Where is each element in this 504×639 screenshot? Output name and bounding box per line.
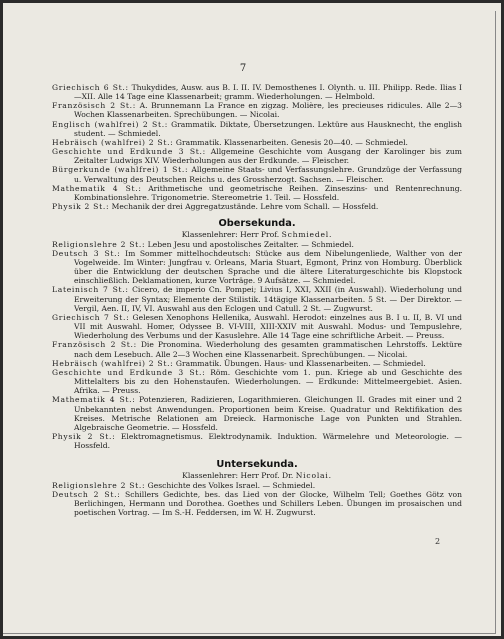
subject-label: Hebräisch (wahlfrei) 2 St.:: [52, 358, 174, 368]
subject-description: Potenzieren, Radizieren, Logarithmieren. Gleichungen II. Grades mit einer und 2 Unbekannten nebst Anwendungen. Proportionen beim Kreise. Quadratur und Rektifikation des Kreises. Metrische Relationen am Dreieck. Harmonische Lage von Punkten und Strahlen. Algebraische Geometrie. — Hossfeld.: [74, 395, 462, 432]
untersekunda-title: Untersekunda.: [216, 459, 298, 471]
subject-entry: [52, 202, 462, 211]
subject-entry: [52, 249, 462, 286]
subject-description: Arithmetische und geometrische Reihen. Zinseszins- und Rentenrechnung. Kombinationslehre. Trigonometrie. Stereometrie 1. Teil. — Hossfeld.: [74, 183, 462, 202]
subject-entry: [52, 490, 462, 517]
teacher-name: Schmiedel.: [281, 230, 333, 240]
subject-label: Mathematik 4 St.:: [52, 183, 142, 193]
subject-description: Thukydides, Ausw. aus B. I. II. IV. Demosthenes I. Olynth. u. III. Philipp. Rede. Ilias I—XII. Alle 14 Tage eine Klassenarbeit; gramm. Wiederholungen. — Helmbold.: [74, 83, 462, 102]
subject-label: Griechisch 6 St.:: [52, 83, 129, 92]
untersekunda-teacher: [52, 471, 462, 481]
subject-entry: [52, 432, 462, 450]
subject-description: Grammatik. Klassenarbeiten. Genesis 20—40. — Schmiedel.: [175, 137, 408, 147]
subject-description: Gelesen Xenophons Hellenika, Auswahl. Herodot: einzelnes aus B. I u. II, B. VI und VII mit Auswahl. Homer, Odyssee B. VI-VIII, XIII-XXIV mit Auswahl. Modus- und Tempuslehre, Wiederholung des Verbums und der Kasuslehre. Alle 14 Tage eine schriftliche Arbeit. — Preuss.: [74, 312, 462, 341]
subject-label: Hebräisch (wahlfrei) 2 St.:: [52, 137, 174, 147]
subject-entry: [52, 184, 462, 202]
subject-description: Die Pronomina. Wiederholung des gesamten grammatischen Lehrstoffs. Lektüre nach dem Lesebuch. Alle 2—3 Wochen eine Klassenarbeit. Sprechübungen. — Nicolai.: [74, 340, 463, 359]
subject-label: Geschichte und Erdkunde 3 St.:: [52, 147, 206, 157]
subject-label: Religionslehre 2 St.:: [52, 239, 146, 249]
subject-label: Englisch (wahlfrei) 2 St.:: [52, 119, 169, 129]
page-content: [52, 83, 462, 517]
subject-entry: [52, 101, 462, 119]
subject-entry: [52, 395, 462, 432]
teacher-prefix: Klassenlehrer: Herr Prof. Dr.: [182, 471, 294, 481]
subject-label: Deutsch 2 St.:: [52, 489, 121, 499]
subject-label: Religionslehre 2 St.:: [52, 480, 146, 490]
teacher-prefix: Klassenlehrer: Herr Prof.: [181, 230, 280, 240]
obersekunda-section: [52, 240, 462, 451]
subject-description: A. Brunnemann La France en zigzag. Molière, les precieuses ridicules. Alle 2—3 Wochen Klassenarbeiten. Sprechübungen. — Nicolai.: [74, 101, 462, 120]
obersekunda-header: [52, 218, 462, 240]
subject-description: Grammatik. Übungen. Haus- und Klassenarbeiten. — Schmiedel.: [175, 358, 426, 368]
subject-description: Schillers Gedichte, bes. das Lied von der Glocke, Wilhelm Tell; Goethes Götz von Berlichingen, Hermann und Dorothea. Goethes und Schillers Leben. Übungen im prosaischen und poetischen Vortrag. — Im S.-H. Feddersen, im W. H. Zugwurst.: [74, 489, 462, 518]
subject-description: Im Sommer mittelhochdeutsch: Stücke aus dem Nibelungenliede, Walther von der Vogelweide. Im Winter: Jungfrau v. Orleans, Maria Stuart, Egmont, Prinz von Homburg. Überblick über die Entwicklung der deutschen Sprache und die ältere Literaturgeschichte bis Klopstock einschließlich. Deklamationen, kurze Vorträge. 9 Aufsätze. — Schmiedel.: [74, 248, 462, 286]
subject-entry: [52, 340, 462, 358]
subject-description: Röm. Geschichte vom 1. pun. Kriege ab und Geschichte des Mittelalters bis zu den Hohenstaufen. Wiederholungen. — Erdkunde: Mittelmeergebiet. Asien. Afrika. — Preuss.: [74, 367, 462, 396]
subject-entry: [52, 120, 462, 138]
subject-label: Mathematik 4 St.:: [52, 395, 136, 405]
subject-entry: [52, 359, 462, 368]
subject-label: Deutsch 3 St.:: [52, 248, 121, 258]
subject-entry: [52, 138, 462, 147]
subject-label: Physik 2 St.:: [52, 431, 116, 441]
page-number: 7: [239, 63, 247, 74]
subject-label: Physik 2 St.:: [52, 202, 110, 212]
subject-description: Cicero, de imperio Cn. Pompei; Livius I, XXI, XXII (in Auswahl). Wiederholung und Erweiterung der Syntax; Elemente der Stilistik. 14tägige Klassenarbeiten. 5 St. — Der Direktor. — Vergil, Aen. II, IV, VI. Auswahl aus den Eclogen und Catull. 2 St. — Zugwurst.: [74, 285, 462, 313]
top-section: [52, 83, 462, 211]
untersekunda-section: [52, 481, 462, 518]
subject-label: Französisch 2 St.:: [52, 340, 137, 350]
subject-entry: [52, 368, 462, 395]
subject-description: Elektromagnetismus. Elektrodynamik. Induktion. Wärmelehre und Meteorologie. — Hossfeld.: [74, 431, 463, 451]
subject-entry: [52, 285, 462, 312]
document-page: [3, 3, 501, 636]
subject-label: Bürgerkunde (wahlfrei) 1 St.:: [52, 165, 189, 175]
subject-entry: [52, 147, 462, 165]
subject-entry: [52, 83, 462, 101]
subject-entry: [52, 313, 462, 340]
subject-entry: [52, 481, 462, 490]
subject-description: Allgemeine Staats- und Verfassungslehre. Grundzüge der Verfassung u. Verwaltung des Deutschen Reichs u. des Grossherzogt. Sachsen. — Fleischer.: [74, 165, 463, 184]
subject-description: Leben Jesu und apostolisches Zeitalter. — Schmiedel.: [147, 239, 354, 249]
subject-description: Mechanik der drei Aggregatzustände. Lehre vom Schall. — Hossfeld.: [111, 202, 379, 212]
teacher-name: Nicolai.: [295, 471, 332, 481]
obersekunda-teacher: [52, 230, 462, 240]
corner-mark: 2: [435, 537, 441, 546]
subject-label: Geschichte und Erdkunde 3 St.:: [52, 367, 206, 377]
subject-entry: [52, 240, 462, 249]
obersekunda-title: Obersekunda.: [218, 218, 296, 230]
subject-description: Grammatik. Diktate, Übersetzungen. Lektüre aus Hausknecht, the english student. — Schmiedel.: [74, 119, 462, 138]
untersekunda-header: [52, 459, 462, 481]
subject-entry: [52, 165, 462, 183]
subject-description: Geschichte des Volkes Israel. — Schmiedel.: [147, 480, 316, 490]
subject-label: Lateinisch 7 St.:: [52, 285, 129, 295]
subject-label: Griechisch 7 St.:: [52, 312, 130, 322]
subject-label: Französisch 2 St.:: [52, 101, 137, 111]
subject-description: Allgemeine Geschichte vom Ausgang der Karolinger bis zum Zeitalter Ludwigs XIV. Wiederholungen aus der Erdkunde. — Fleischer.: [74, 147, 462, 166]
